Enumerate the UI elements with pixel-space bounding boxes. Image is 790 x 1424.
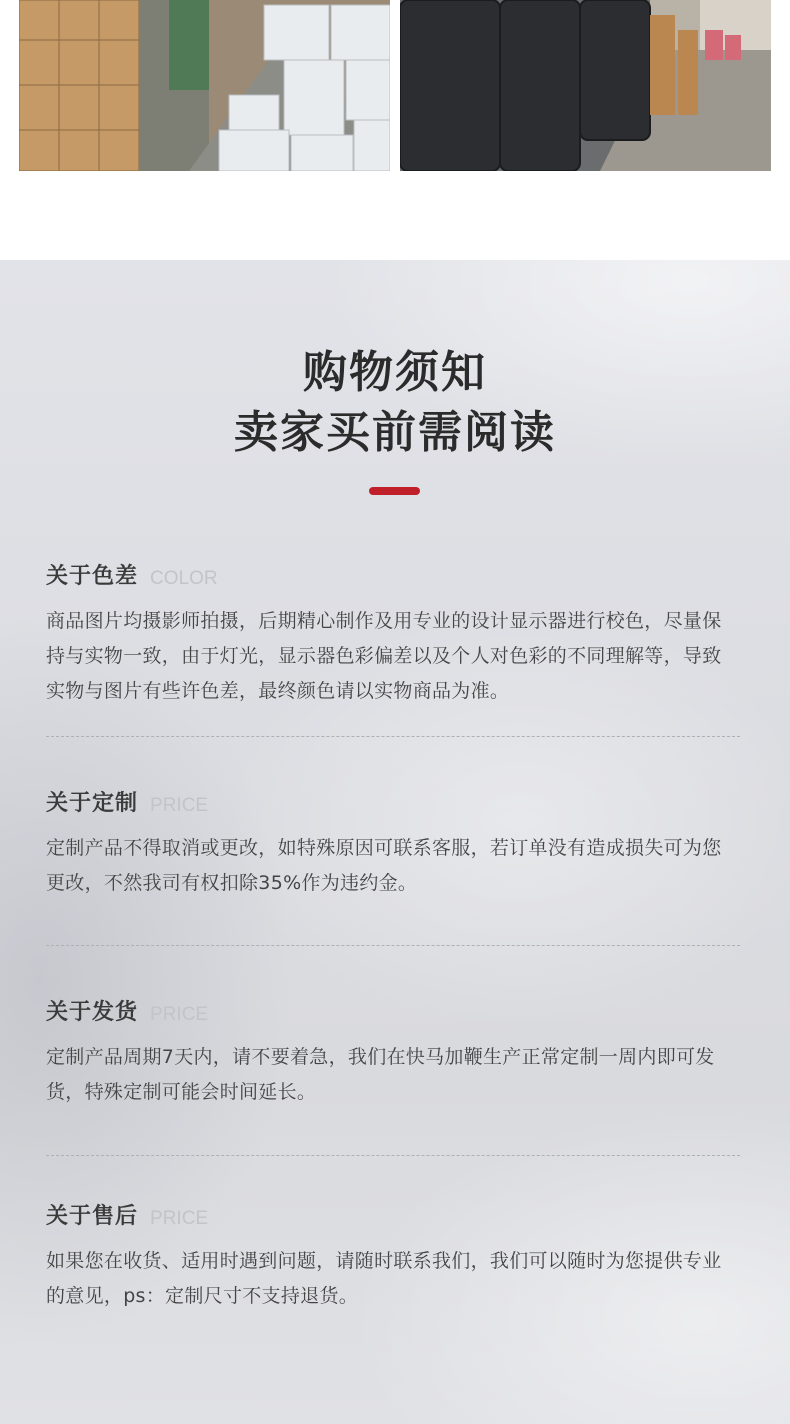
notice-subheading: 卖家买前需阅读 bbox=[234, 407, 556, 458]
section-body: 如果您在收货、适用时遇到问题，请随时联系我们，我们可以随时为您提供专业的意见，ps：定制尺寸不支持退货。 bbox=[46, 1250, 722, 1307]
accent-divider bbox=[369, 487, 420, 495]
section-title bbox=[46, 1200, 740, 1230]
section-title-cn: 关于售后 bbox=[46, 1204, 139, 1229]
section-title bbox=[46, 787, 740, 817]
section-body: 定制产品不得取消或更改，如特殊原因可联系客服，若订单没有造成损失可为您更改，不然我司有权扣除35%作为违约金。 bbox=[46, 837, 722, 894]
warehouse-photo-strip bbox=[0, 0, 790, 260]
color-difference-section bbox=[46, 560, 740, 709]
section-divider bbox=[46, 945, 740, 946]
shipping-section bbox=[46, 996, 740, 1110]
section-title-en: PRICE bbox=[150, 795, 209, 816]
section-divider bbox=[46, 1155, 740, 1156]
section-body: 定制产品周期7天内，请不要着急，我们在快马加鞭生产正常定制一周内即可发货，特殊定制可能会时间延长。 bbox=[46, 1046, 715, 1103]
section-title-en: PRICE bbox=[150, 1208, 209, 1229]
after-sales-section bbox=[46, 1200, 740, 1314]
notice-heading: 购物须知 bbox=[303, 347, 487, 398]
section-title-cn: 关于色差 bbox=[46, 564, 139, 589]
warehouse-boxes-photo bbox=[19, 0, 390, 171]
section-title bbox=[46, 560, 740, 590]
section-divider bbox=[46, 736, 740, 737]
section-title-en: COLOR bbox=[150, 568, 218, 589]
section-body: 商品图片均摄影师拍摄，后期精心制作及用专业的设计显示器进行校色，尽量保持与实物一致，由于灯光，显示器色彩偏差以及个人对色彩的不同理解等，导致实物与图片有些许色差，最终颜色请以实物商品为准。 bbox=[46, 610, 722, 702]
customization-section bbox=[46, 787, 740, 901]
section-title-en: PRICE bbox=[150, 1004, 209, 1025]
purchase-notice-section bbox=[0, 260, 790, 1424]
section-title bbox=[46, 996, 740, 1026]
section-title-cn: 关于定制 bbox=[46, 791, 139, 816]
warehouse-rolls-photo bbox=[400, 0, 771, 171]
section-title-cn: 关于发货 bbox=[46, 1000, 139, 1025]
